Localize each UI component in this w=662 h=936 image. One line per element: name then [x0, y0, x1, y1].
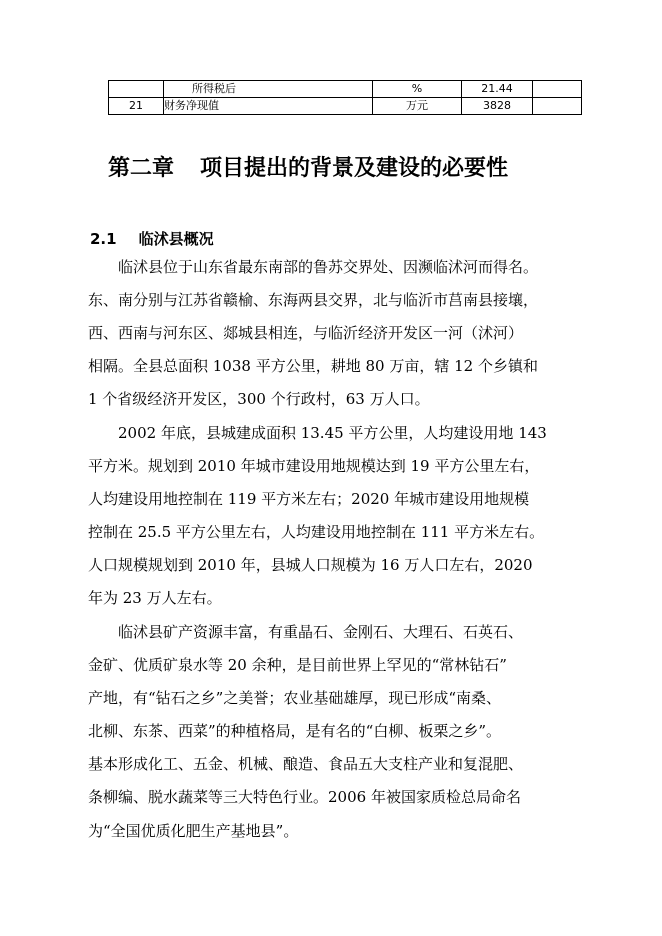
- body-line: 产地，有“钻石之乡”之美誉；农业基础雄厚，现已形成“南桑、: [88, 689, 502, 707]
- row-index-cell: [109, 81, 164, 98]
- body-line: 为“全国优质化肥生产基地县”。: [88, 822, 299, 840]
- body-line: 控制在 25.5 平方公里左右，人均建设用地控制在 111 平方米左右。: [88, 523, 545, 541]
- row-value-cell: 21.44: [462, 81, 533, 98]
- body-line: 临沭县矿产资源丰富，有重晶石、金刚石、大理石、石英石、: [88, 623, 524, 641]
- row-value-cell: 3828: [462, 98, 533, 115]
- indicator-table-body: [109, 81, 582, 115]
- table-row: [109, 98, 582, 115]
- row-unit-cell: %: [373, 81, 462, 98]
- section-heading: [90, 229, 214, 249]
- body-line: 条柳编、脱水蔬菜等三大特色行业。2006 年被国家质检总局命名: [88, 788, 521, 806]
- chapter-number: 第二章: [108, 156, 175, 181]
- body-line: 基本形成化工、五金、机械、酿造、食品五大支柱产业和复混肥、: [88, 755, 524, 773]
- section-number: 2.1: [90, 230, 117, 248]
- chapter-heading: [108, 153, 554, 185]
- body-line: 东、南分别与江苏省赣榆、东海两县交界，北与临沂市莒南县接壤，: [88, 291, 539, 309]
- body-line: 2002 年底，县城建成面积 13.45 平方公里，人均建设用地 143: [88, 424, 547, 442]
- body-line: 西、西南与河东区、郯城县相连，与临沂经济开发区一河（沭河）: [88, 324, 524, 342]
- row-unit-cell: 万元: [373, 98, 462, 115]
- body-line: 人均建设用地控制在 119 平方米左右；2020 年城市建设用地规模: [88, 490, 530, 508]
- indicator-table: [108, 80, 582, 115]
- body-line: 1 个省级经济开发区，300 个行政村，63 万人口。: [88, 390, 430, 408]
- body-line: 人口规模规划到 2010 年，县城人口规模为 16 万人口左右，2020: [88, 556, 533, 574]
- row-index-cell: 21: [109, 98, 164, 115]
- body-line: 相隔。全县总面积 1038 平方公里，耕地 80 万亩，辖 12 个乡镇和: [88, 357, 538, 375]
- body-line: 年为 23 万人左右。: [88, 589, 222, 607]
- section-title: 临沭县概况: [138, 230, 214, 248]
- body-line: 金矿、优质矿泉水等 20 余种，是目前世界上罕见的“常林钻石”: [88, 656, 507, 674]
- body-line: 平方米。规划到 2010 年城市建设用地规模达到 19 平方公里左右，: [88, 457, 540, 475]
- row-item-cell: 财务净现值: [164, 98, 373, 115]
- body-line: 临沭县位于山东省最东南部的鲁苏交界处、因濒临沭河而得名。: [88, 258, 539, 276]
- table-row: [109, 81, 582, 98]
- row-note-cell: [533, 98, 582, 115]
- row-item-cell: 所得税后: [164, 81, 373, 98]
- body-line: 北柳、东茶、西菜”的种植格局，是有名的“白柳、板栗之乡”。: [88, 722, 502, 740]
- row-note-cell: [533, 81, 582, 98]
- chapter-title: 项目提出的背景及建设的必要性: [200, 156, 509, 181]
